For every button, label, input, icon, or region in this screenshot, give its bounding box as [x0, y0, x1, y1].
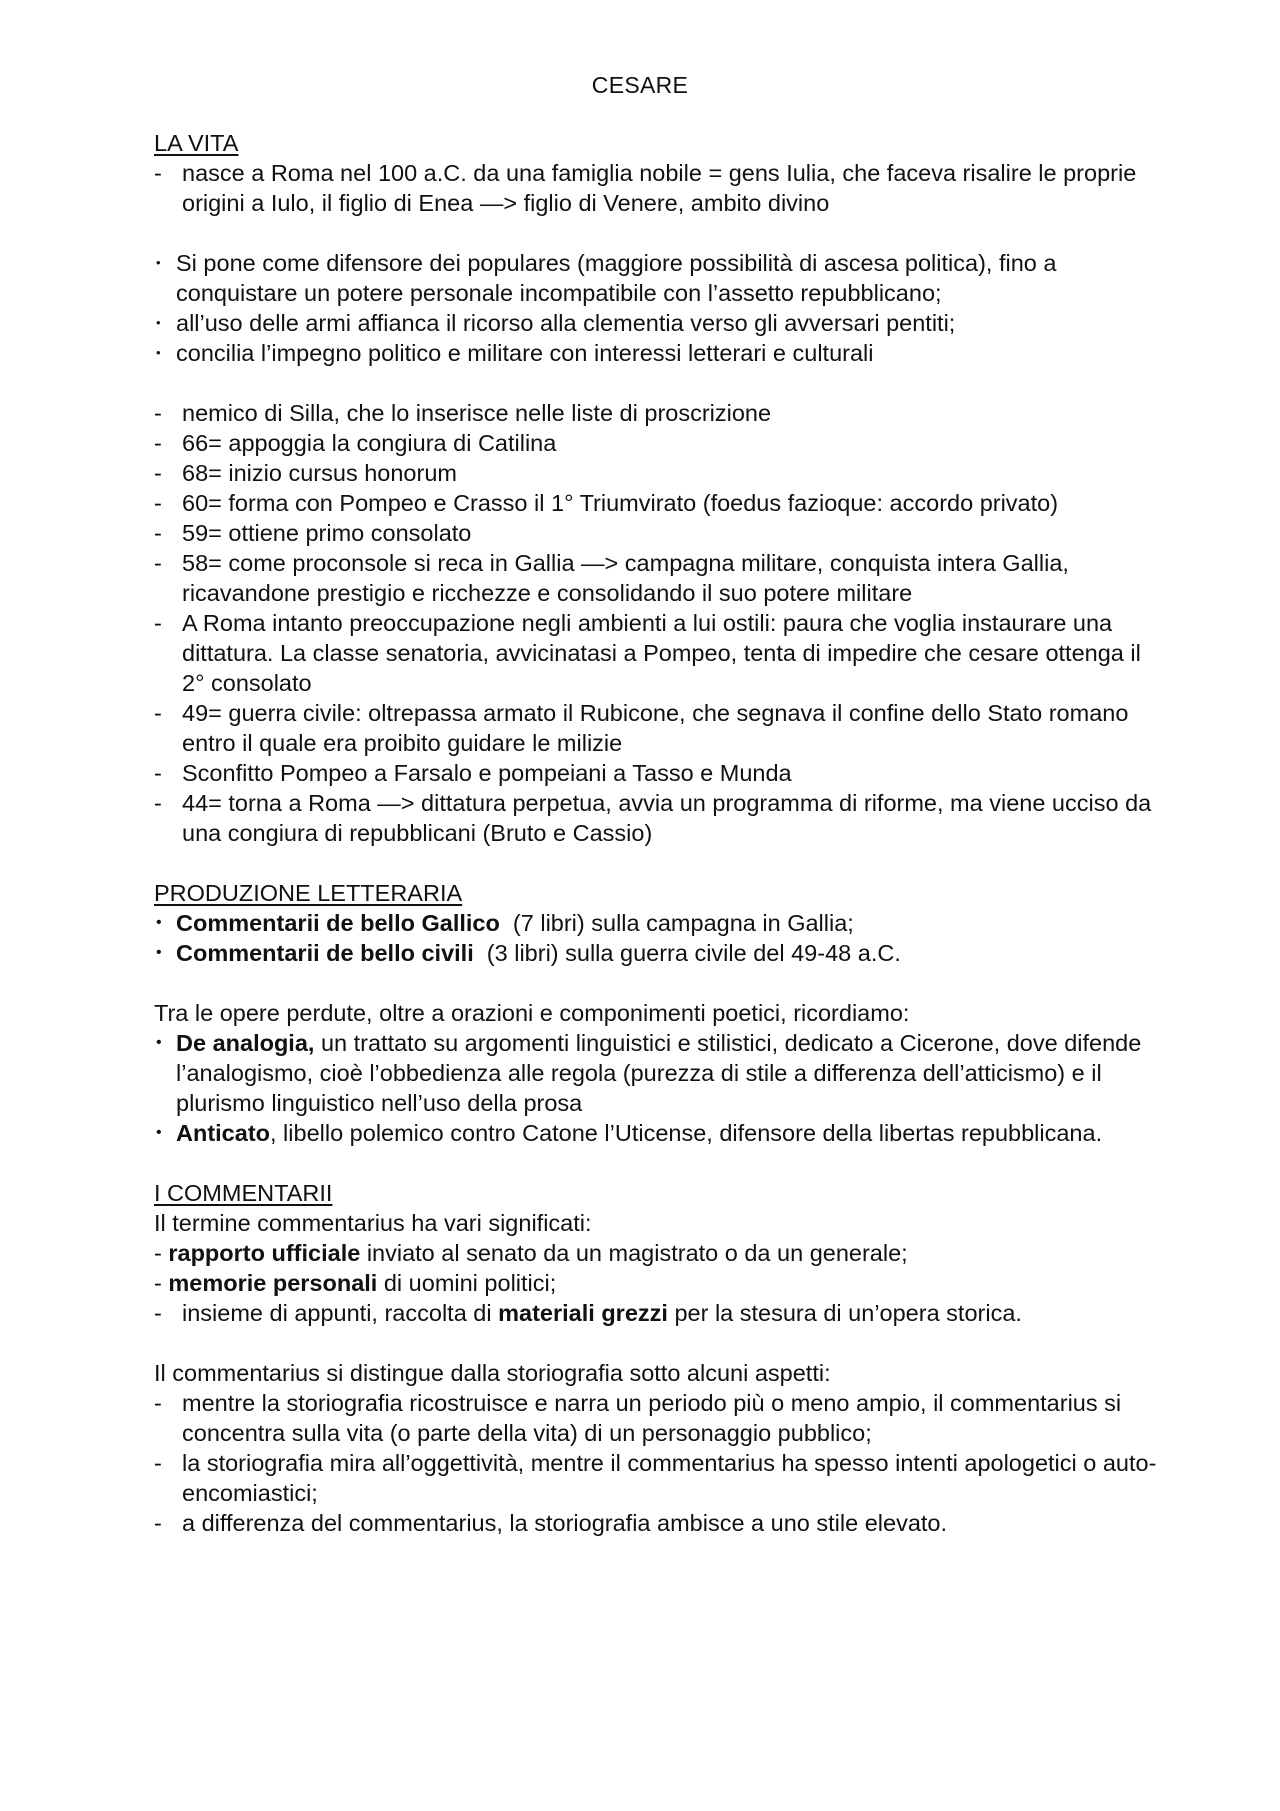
bullet-marker: • — [156, 315, 161, 330]
event-text: 66= appoggia la congiura di Catilina — [182, 430, 557, 456]
event-text: 60= forma con Pompeo e Crasso il 1° Triumvirato (foedus fazioque: accordo privato) — [182, 490, 1059, 516]
commentarii-intro: Il termine commentarius ha vari significati: — [154, 1210, 592, 1236]
work-title: Commentarii de bello civili — [176, 940, 474, 966]
dash-marker: - — [154, 610, 162, 636]
list-item — [154, 518, 1164, 548]
event-text: Sconfitto Pompeo a Farsalo e pompeiani a Tasso e Munda — [182, 760, 792, 786]
event-text: 44= torna a Roma —> dittatura perpetua, avvia un programma di riforme, ma viene ucciso da una congiura di repubblicani (Bruto e Cassio) — [182, 790, 1152, 846]
meaning-rest: per la stesura di un’opera storica. — [667, 1300, 1022, 1326]
vita-bullet-text: concilia l’impegno politico e militare con interessi letterari e culturali — [176, 340, 874, 366]
dash-marker: - — [154, 1390, 162, 1416]
bullet-marker: • — [156, 1034, 162, 1051]
event-text: 68= inizio cursus honorum — [182, 460, 457, 486]
list-item — [154, 248, 1164, 308]
list-item — [154, 1298, 1164, 1328]
bullet-marker: • — [156, 944, 162, 961]
bullet-marker: • — [156, 345, 161, 360]
event-text: nemico di Silla, che lo inserisce nelle liste di proscrizione — [182, 400, 772, 426]
list-item — [154, 698, 1164, 758]
document-body — [154, 128, 1164, 1538]
meaning-prefix: - — [154, 1270, 169, 1296]
event-text: 58= come proconsole si reca in Gallia —> campagna militare, conquista intera Gallia, ricavandone prestigio e ricchezze e consolidando il suo potere militare — [182, 550, 1069, 606]
list-item — [154, 1028, 1164, 1118]
list-item — [154, 908, 1164, 938]
lost-works-intro: Tra le opere perdute, oltre a orazioni e componimenti poetici, ricordiamo: — [154, 1000, 910, 1026]
vita-bullet-text: Si pone come difensore dei populares (maggiore possibilità di ascesa politica), fino a conquistare un potere personale incompatibile con l’assetto repubblicano; — [176, 250, 1057, 306]
list-item — [154, 938, 1164, 968]
list-item — [154, 158, 1164, 218]
event-text: 59= ottiene primo consolato — [182, 520, 472, 546]
work-description: (3 libri) sulla guerra civile del 49-48 a.C. — [473, 940, 901, 966]
vita-intro-text: nasce a Roma nel 100 a.C. da una famiglia nobile = gens Iulia, che faceva risalire le proprie origini a Iulo, il figlio di Enea —> figlio di Venere, ambito divino — [182, 160, 1137, 216]
dash-marker: - — [154, 1510, 162, 1536]
vita-bullet-text: all’uso delle armi affianca il ricorso alla clementia verso gli avversari pentiti; — [176, 310, 956, 336]
list-item — [154, 308, 1164, 338]
bullet-marker: • — [156, 255, 161, 270]
meaning-line — [154, 1238, 1164, 1268]
meaning-line — [154, 1268, 1164, 1298]
list-item — [154, 548, 1164, 608]
dash-marker: - — [154, 1450, 162, 1476]
dash-marker: - — [154, 790, 162, 816]
dash-marker: - — [154, 400, 162, 426]
meaning-bold: rapporto ufficiale — [168, 1240, 361, 1266]
dash-marker: - — [154, 520, 162, 546]
meaning-pre: insieme di appunti, raccolta di — [182, 1300, 499, 1326]
work-title: Anticato — [176, 1120, 270, 1146]
difference-text: a differenza del commentarius, la storiografia ambisce a uno stile elevato. — [182, 1510, 948, 1536]
list-item — [154, 428, 1164, 458]
bullet-marker: • — [156, 914, 162, 931]
work-description: (7 libri) sulla campagna in Gallia; — [499, 910, 854, 936]
work-title: De analogia, — [176, 1030, 315, 1056]
dash-marker: - — [154, 550, 162, 576]
list-item — [154, 1118, 1164, 1148]
list-item — [154, 1388, 1164, 1448]
difference-text: la storiografia mira all’oggettività, mentre il commentarius ha spesso intenti apologetici o auto-encomiastici; — [182, 1450, 1157, 1506]
dash-marker: - — [154, 460, 162, 486]
dash-marker: - — [154, 1300, 162, 1326]
list-item — [154, 1448, 1164, 1508]
dash-marker: - — [154, 700, 162, 726]
section-heading-produzione: PRODUZIONE LETTERARIA — [154, 880, 463, 906]
meaning-prefix: - — [154, 1240, 169, 1266]
list-item — [154, 1508, 1164, 1538]
bullet-marker: • — [156, 1124, 162, 1141]
meaning-rest: di uomini politici; — [377, 1270, 557, 1296]
event-text: 49= guerra civile: oltrepassa armato il Rubicone, che segnava il confine dello Stato romano entro il quale era proibito guidare le milizie — [182, 700, 1129, 756]
difference-text: mentre la storiografia ricostruisce e narra un periodo più o meno ampio, il commentarius si concentra sulla vita (o parte della vita) di un personaggio pubblico; — [182, 1390, 1122, 1446]
list-item — [154, 758, 1164, 788]
work-description: un trattato su argomenti linguistici e stilistici, dedicato a Cicerone, dove difende l’analogismo, cioè l’obbedienza alle regola (purezza di stile a differenza dell’atticismo) e il plurismo linguistico nell’uso della prosa — [176, 1030, 1142, 1116]
meaning-rest: inviato al senato da un magistrato o da un generale; — [360, 1240, 908, 1266]
dash-marker: - — [154, 490, 162, 516]
dash-marker: - — [154, 430, 162, 456]
list-item — [154, 398, 1164, 428]
work-title: Commentarii de bello Gallico — [176, 910, 500, 936]
meaning-bold: materiali grezzi — [498, 1300, 668, 1326]
work-description: , libello polemico contro Catone l’Uticense, difensore della libertas repubblicana. — [270, 1120, 1103, 1146]
list-item — [154, 338, 1164, 368]
list-item — [154, 788, 1164, 848]
list-item — [154, 608, 1164, 698]
list-item — [154, 488, 1164, 518]
document-title: CESARE — [591, 72, 689, 98]
section-heading-commentarii: I COMMENTARII — [154, 1180, 333, 1206]
meaning-bold: memorie personali — [168, 1270, 378, 1296]
dash-marker: - — [154, 160, 162, 186]
list-item — [154, 458, 1164, 488]
section-heading-vita: LA VITA — [154, 130, 239, 156]
differences-intro: Il commentarius si distingue dalla storiografia sotto alcuni aspetti: — [154, 1360, 831, 1386]
dash-marker: - — [154, 760, 162, 786]
event-text: A Roma intanto preoccupazione negli ambienti a lui ostili: paura che voglia instaurare una dittatura. La classe senatoria, avvicinatasi a Pompeo, tenta di impedire che cesare ottenga il 2° consolato — [182, 610, 1141, 696]
